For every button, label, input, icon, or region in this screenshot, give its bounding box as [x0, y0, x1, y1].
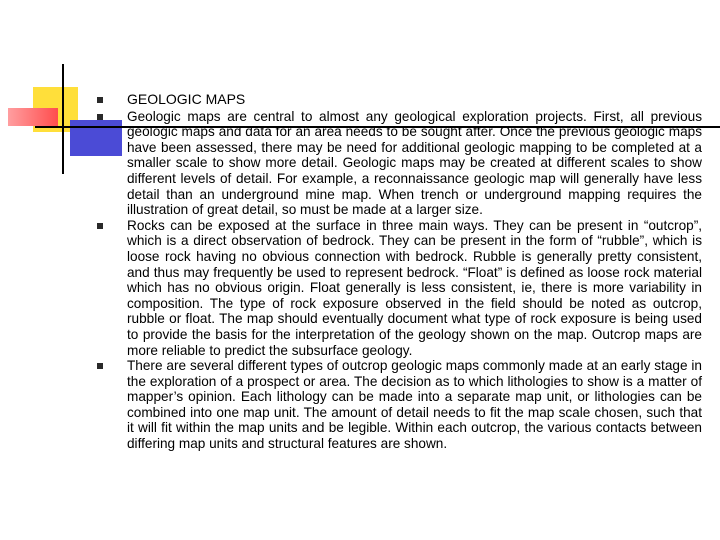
bullet-icon — [97, 223, 103, 229]
paragraph-text: Geologic maps are central to almost any geological exploration projects. First, all previous geologic maps and data for an area needs to be sought after. Once the previous geologic maps have been assessed, there may be need for additional geologic mapping to be completed at a smaller scale to show more detail. Geologic maps may be created at different scales to show different levels of detail. For example, a reconnaissance geologic map will generally have less detail than an underground mine map. When trench or underground mapping requires the illustration of great detail, so must be made at a larger size. — [127, 108, 702, 218]
bullet-item — [97, 109, 702, 218]
decor-red-bar — [8, 108, 58, 126]
paragraph-text: There are several different types of outcrop geologic maps commonly made at an early stage in the exploration of a prospect or area. The decision as to which lithologies to show is a matter of mapper’s opinion. Each lithology can be made into a separate map unit, or lithologies can be combined into one map unit. The amount of detail needs to fit the map scale chosen, such that it will fit within the map units and be legible. Within each outcrop, the various contacts between differing map units and structural features are shown. — [127, 358, 702, 452]
bullet-icon — [97, 114, 103, 120]
bullet-icon — [97, 97, 103, 103]
paragraph-text: Rocks can be exposed at the surface in three main ways. They can be present in “outcrop”, which is a direct observation of bedrock. They can be present in the form of “rubble”, which is loose rock having no obvious connection with bedrock. Rubble is generally pretty consistent, and thus may frequently be used to represent bedrock. “Float” is defined as loose rock material which has no obvious origin. Float generally is less consistent, ie, there is more variability in composition. The type of rock exposure observed in the field should be noted as outcrop, rubble or float. The map should eventually document what type of rock exposure is being used to provide the basis for the interpretation of the geology shown on the map. Outcrop maps are more reliable to predict the subsurface geology. — [127, 217, 702, 358]
slide-content — [97, 92, 702, 452]
bullet-item — [97, 358, 702, 452]
bullet-item — [97, 218, 702, 358]
decor-vertical-line — [62, 64, 64, 174]
bullet-item-heading — [97, 92, 702, 108]
bullet-icon — [97, 363, 103, 369]
slide-heading: GEOLOGIC MAPS — [127, 91, 246, 107]
